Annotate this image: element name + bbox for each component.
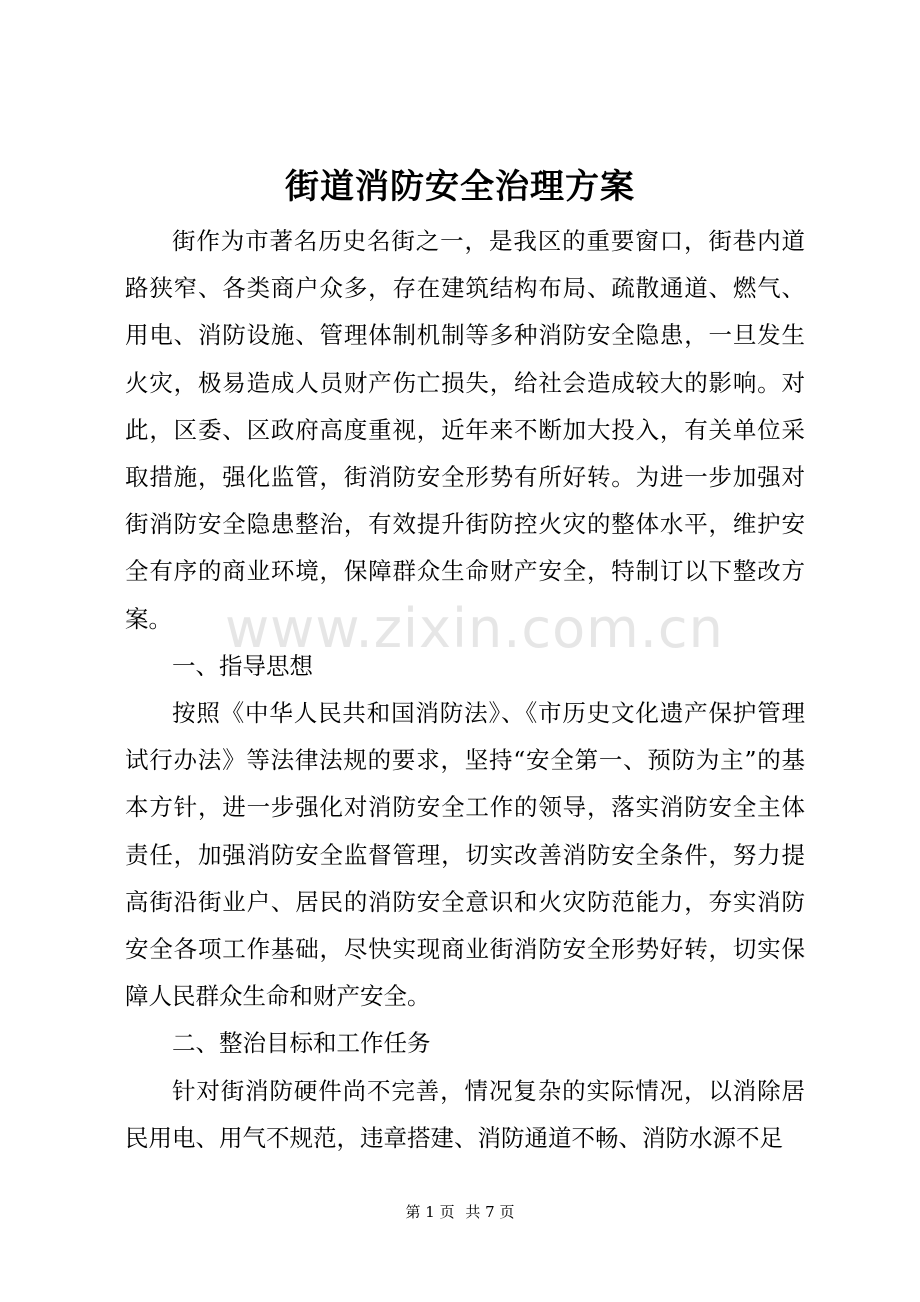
goals-tasks-paragraph: 针对街消防硬件尚不完善，情况复杂的实际情况，以消除居民用电、用气不规范，违章搭建、消防通道不畅、消防水源不足 [125,1076,805,1152]
document-title: 街道消防安全治理方案 [285,167,635,207]
page-footer [0,1200,920,1224]
intro-paragraph: 街作为市著名历史名街之一，是我区的重要窗口，街巷内道路狭窄、各类商户众多，存在建筑结构布局、疏散通道、燃气、用电、消防设施、管理体制机制等多种消防安全隐患，一旦发生火灾，极易造成人员财产伤亡损失，给社会造成较大的影响。对此，区委、区政府高度重视，近年来不断加大投入，有关单位采取措施，强化监管，街消防安全形势有所好转。为进一步加强对街消防安全隐患整治，有效提升街防控火灾的整体水平，维护安全有序的商业环境，保障群众生命财产安全，特制订以下整改方案。 [125,227,805,633]
document-body [125,218,805,1162]
section-heading-goals-tasks: 二、整治目标和工作任务 [172,1029,431,1058]
guiding-ideology-paragraph: 按照《中华人民共和国消防法》、《市历史文化遗产保护管理试行办法》等法律法规的要求，坚持“安全第一、预防为主”的基本方针，进一步强化对消防安全工作的领导，落实消防安全主体责任，加强消防安全监督管理，切实改善消防安全条件，努力提高街沿街业户、居民的消防安全意识和火灾防范能力，夯实消防安全各项工作基础，尽快实现商业街消防安全形势好转，切实保障人民群众生命和财产安全。 [125,699,805,1011]
page-total: 共 7 页 [465,1203,515,1221]
page-number: 第 1 页 [405,1203,455,1221]
watermark: www.zixin.com.cn [225,597,724,660]
section-heading-guiding-ideology: 一、指导思想 [172,651,313,680]
